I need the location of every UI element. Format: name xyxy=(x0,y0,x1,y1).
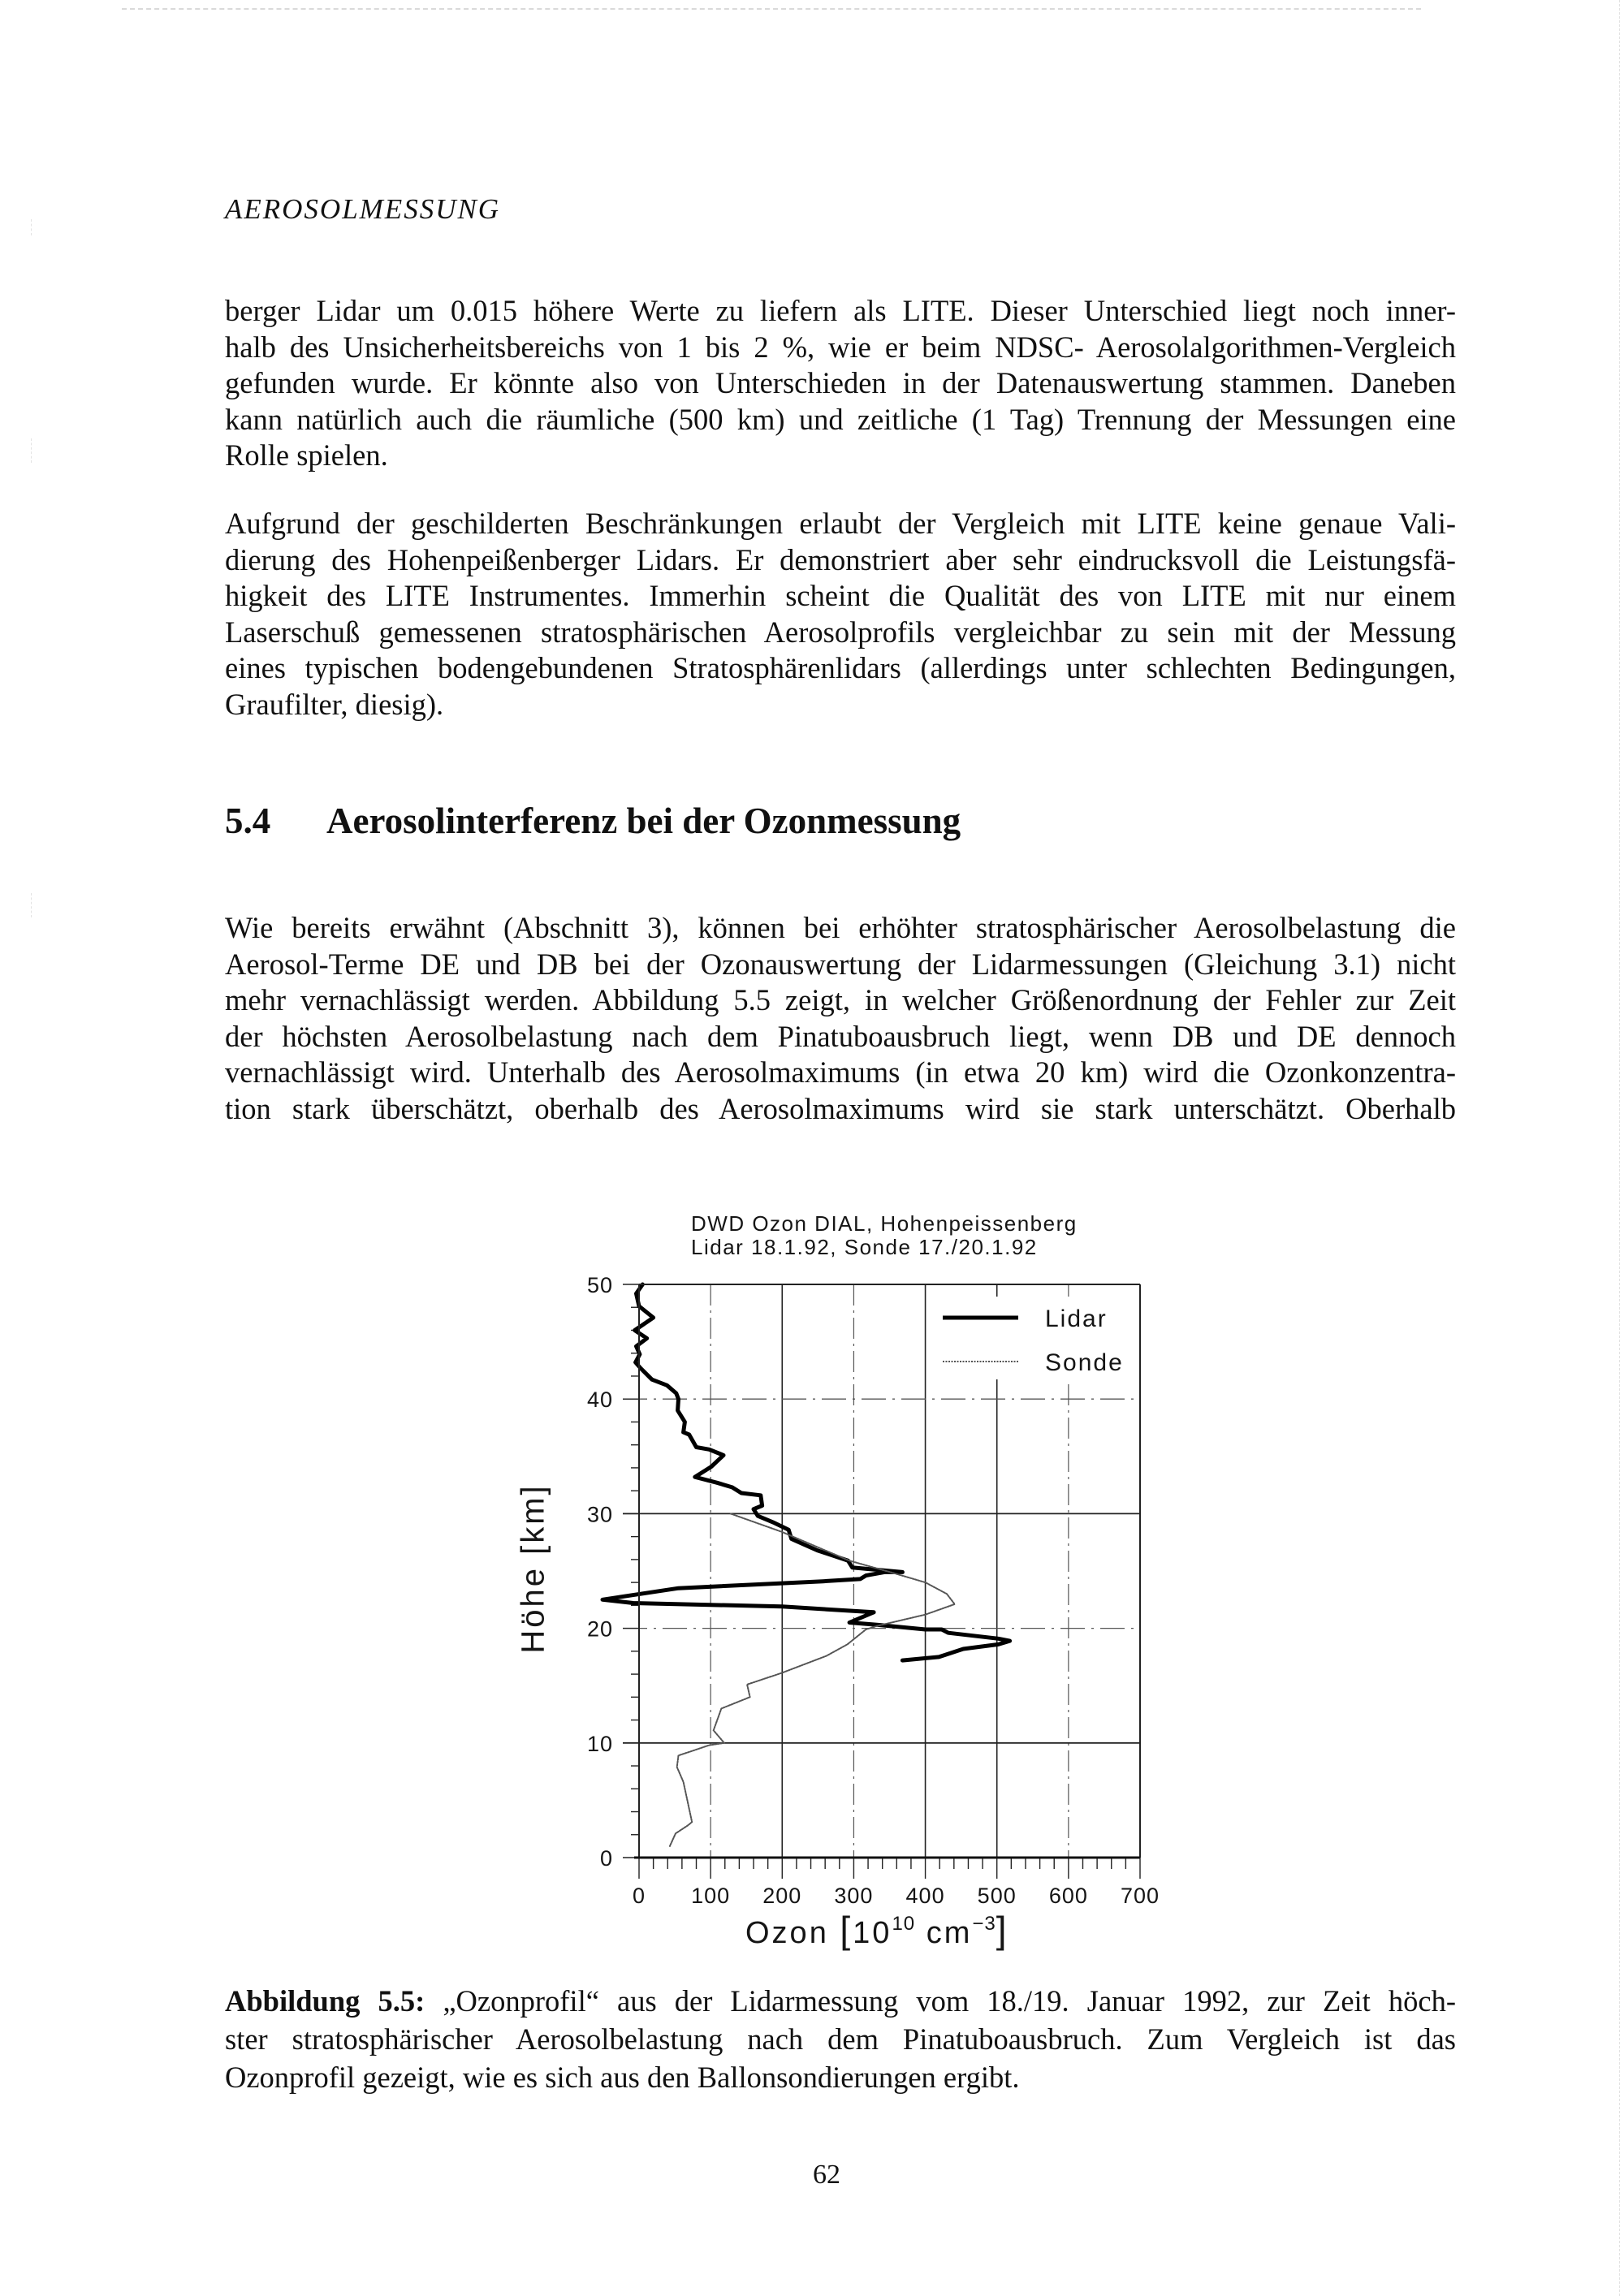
text-line: Aufgrund der geschilderten Beschränkungen erlaubt der Vergleich mit LITE keine genaue Vali- xyxy=(225,507,1456,540)
text-line: Rolle spielen. xyxy=(225,438,388,473)
text-line: Laserschuß gemessenen stratosphärischen Aerosolprofils vergleichbar zu sein mit der Messung xyxy=(225,615,1456,649)
text-line: Graufilter, diesig). xyxy=(225,687,444,721)
y-tick-label: 0 xyxy=(599,1846,613,1871)
x-axis-label xyxy=(745,1908,1009,1952)
text-line: vernachlässigt wird. Unterhalb des Aerosolmaximums (in etwa 20 km) wird die Ozonkonzentra- xyxy=(225,1055,1456,1090)
x-axis-label-unit: cm xyxy=(915,1916,973,1950)
y-tick-label: 50 xyxy=(586,1273,613,1297)
x-axis-label-base: Ozon xyxy=(745,1916,840,1950)
legend-label-sonde: Sonde xyxy=(1045,1349,1124,1376)
y-tick-label: 10 xyxy=(586,1731,613,1756)
y-tick-label: 40 xyxy=(586,1388,613,1413)
text-line: kann natürlich auch die räumliche (500 km) und zeitliche (1 Tag) Trennung der Messungen eine xyxy=(225,402,1456,436)
text-line: der höchsten Aerosolbelastung nach dem Pinatuboausbruch liegt, wenn DB und DE dennoch xyxy=(225,1019,1456,1053)
caption-line: Ozonprofil gezeigt, wie es sich aus den Ballonsondierungen ergibt. xyxy=(225,2061,1020,2094)
x-axis-label-bracket: [ xyxy=(840,1909,853,1951)
chart-title-line: DWD Ozon DIAL, Hohenpeissenberg xyxy=(691,1211,1078,1236)
series-line-sonde xyxy=(670,1513,955,1845)
running-head: AEROSOLMESSUNG xyxy=(225,193,501,225)
caption-label: Abbildung 5.5: xyxy=(225,1984,425,2018)
x-tick-label: 200 xyxy=(762,1884,802,1908)
y-tick-label: 30 xyxy=(586,1502,613,1527)
caption-line xyxy=(225,1982,1456,2020)
x-axis-label-mantissa: 10 xyxy=(853,1916,892,1950)
x-axis-label-bracket: ] xyxy=(996,1909,1009,1951)
caption-line: ster stratosphärischer Aerosolbelastung nach dem Pinatuboausbruch. Zum Vergleich ist das xyxy=(225,2022,1456,2056)
y-axis-label: Höhe [km] xyxy=(515,1483,551,1654)
page-number: 62 xyxy=(813,2160,840,2190)
text-line: Wie bereits erwähnt (Abschnitt 3), können bei erhöhter stratosphärischer Aerosolbelastung die xyxy=(225,911,1456,944)
text-line: higkeit des LITE Instrumentes. Immerhin scheint die Qualität des von LITE mit nur einem xyxy=(225,579,1456,613)
caption-text: „Ozonprofil“ aus der Lidarmessung vom 18./19. Januar 1992, zur Zeit höch- xyxy=(443,1984,1457,2018)
chart-subtitle-line: Lidar 18.1.92, Sonde 17./20.1.92 xyxy=(691,1235,1038,1259)
x-tick-label: 600 xyxy=(1048,1884,1088,1908)
text-line: tion stark überschätzt, oberhalb des Aerosolmaximums wird sie stark unterschätzt. Oberhalb xyxy=(225,1091,1456,1125)
x-tick-label: 100 xyxy=(691,1884,731,1908)
text-line: mehr vernachlässigt werden. Abbildung 5.5 zeigt, in welcher Größenordnung der Fehler zur Zeit xyxy=(225,983,1456,1017)
x-tick-label: 0 xyxy=(632,1884,646,1908)
y-tick-label: 20 xyxy=(586,1616,613,1642)
text-line: dierung des Hohenpeißenberger Lidars. Er demonstriert aber sehr eindrucksvoll die Leistungsfä- xyxy=(225,542,1456,576)
text-line: eines typischen bodengebundenen Stratosphärenlidars (allerdings unter schlechten Bedingungen, xyxy=(225,651,1456,685)
x-axis-label-exponent: 10 xyxy=(892,1913,916,1935)
x-tick-label: 300 xyxy=(834,1884,874,1908)
x-tick-label: 400 xyxy=(905,1884,945,1908)
x-tick-label: 500 xyxy=(977,1884,1017,1908)
text-line: Aerosol-Terme DE und DB bei der Ozonauswertung der Lidarmessungen (Gleichung 3.1) nicht xyxy=(225,947,1456,981)
text-line: gefunden wurde. Er könnte also von Unterschieden in der Datenauswertung stammen. Daneben xyxy=(225,366,1456,400)
text-line: berger Lidar um 0.015 höhere Werte zu liefern als LITE. Dieser Unterschied liegt noch inner- xyxy=(225,294,1456,327)
figure-caption xyxy=(225,1982,1456,2096)
section-number: 5.4 xyxy=(225,801,271,841)
section-title: Aerosolinterferenz bei der Ozonmessung xyxy=(326,801,961,841)
x-tick-label: 700 xyxy=(1120,1884,1160,1908)
legend-label-lidar: Lidar xyxy=(1045,1306,1108,1332)
x-axis-label-unit-exponent: −3 xyxy=(972,1913,996,1935)
text-line: halb des Unsicherheitsbereichs von 1 bis 2 %, wie er beim NDSC- Aerosolalgorithmen-Vergleich xyxy=(225,330,1456,364)
